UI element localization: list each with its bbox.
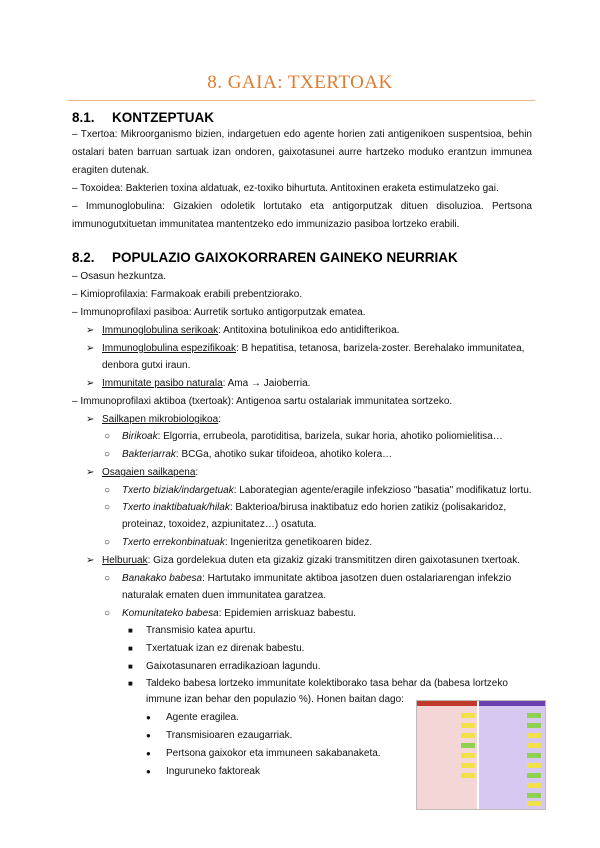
list-item: Immunitate pasibo naturala: Ama → Jaioberria. — [102, 378, 311, 389]
table-cell — [461, 763, 475, 768]
list-item: Transmisioaren ezaugarriak. — [166, 730, 293, 741]
circle-bullet-icon: ○ — [104, 449, 111, 460]
list-item: Taldeko babesa lortzeko immunitate kolektiborako tasa behar da (babesa lortzeko — [146, 678, 508, 689]
table-cell — [527, 801, 541, 806]
immunity-threshold-table-image — [416, 700, 546, 810]
circle-bullet-icon: ○ — [104, 485, 111, 496]
table-cell — [527, 753, 541, 758]
list-item: – Kimioprofilaxia: Farmakoak erabili prebentziorako. — [72, 289, 303, 300]
arrow-bullet-icon: ➢ — [86, 325, 95, 336]
section-heading-8-1 — [72, 110, 214, 125]
dot-bullet-icon: ● — [146, 749, 151, 758]
list-item-continuation: immune izan behar den populazio %). Honen baitan dago: — [146, 694, 404, 705]
list-item: Txertatuak izan ez direnak babestu. — [146, 643, 305, 654]
table-cell — [461, 713, 475, 718]
table-cell — [527, 723, 541, 728]
circle-bullet-icon: ○ — [104, 537, 111, 548]
list-item: Pertsona gaixokor eta immuneen sakabanaketa. — [166, 748, 381, 759]
circle-bullet-icon: ○ — [104, 608, 111, 619]
list-item-continuation: naturalak ematen duen immunitatea garatzea. — [122, 590, 327, 601]
arrow-bullet-icon: ➢ — [86, 555, 95, 566]
square-bullet-icon: ■ — [128, 679, 133, 688]
list-item: Immunoglobulina espezifikoak: B hepatitisa, tetanosa, barizela-zoster. Berehalako immunitatea, — [102, 343, 525, 354]
list-item-continuation: proteinaz, toxoidez, azpiunitatez…) osatuta. — [122, 519, 317, 530]
dot-bullet-icon: ● — [146, 731, 151, 740]
square-bullet-icon: ■ — [128, 662, 133, 671]
list-item: Txerto inaktibatuak/hilak: Bakterioa/birusa inaktibatuz edo horien zatikiz (polisakaridoz, — [122, 502, 507, 513]
table-cell — [461, 753, 475, 758]
chapter-divider — [68, 100, 535, 101]
circle-bullet-icon: ○ — [104, 573, 111, 584]
table-cell — [461, 723, 475, 728]
square-bullet-icon: ■ — [128, 644, 133, 653]
list-item: Osagaien sailkapena: — [102, 467, 199, 478]
dot-bullet-icon: ● — [146, 767, 151, 776]
table-cell — [461, 773, 475, 778]
paragraph-toxoidea: – Toxoidea: Bakterien toxina aldatuak, ez-toxiko bihurtuta. Antitoxinen eraketa estimulatzeko gai. — [72, 183, 499, 194]
list-item: Banakako babesa: Hartutako immunitate aktiboa jasotzen duen ostalariarengan infekzio — [122, 573, 512, 584]
table-cell — [527, 733, 541, 738]
circle-bullet-icon: ○ — [104, 431, 111, 442]
circle-bullet-icon: ○ — [104, 502, 111, 513]
list-item: Txerto errekonbinatuak: Ingenieritza genetikoaren bidez. — [122, 537, 373, 548]
list-item: – Immunoprofilaxi pasiboa: Aurretik sortuko antigorputzak ematea. — [72, 307, 366, 318]
list-item: – Osasun hezkuntza. — [72, 271, 166, 282]
paragraph-immunoglobulina: – Immunoglobulina: Gizakien odoletik lortutako eta antigorputzak dituen disoluzioa. Pertsona immunogutxituetan immunitatea mantentzeko edo immunizazio pasiboa lortzeko erabili. — [72, 201, 532, 230]
list-item: Txerto biziak/indargetuak: Laborategian agente/eragile infekzioso "basatia" modifikatuz lortu. — [122, 485, 532, 496]
chapter-title: 8. GAIA: TXERTOAK — [207, 72, 393, 93]
list-item-continuation: denbora gutxi iraun. — [102, 360, 191, 371]
section-number: 8.2. — [72, 250, 95, 265]
list-item: – Immunoprofilaxi aktiboa (txertoak): Antigenoa sartu ostalariak immunitatea sortzeko. — [72, 396, 453, 407]
list-item: Bakteriarrak: BCGa, ahotiko sukar tifoideoa, ahotiko kolera… — [122, 449, 393, 460]
section-heading-8-2 — [72, 250, 458, 265]
list-item: Gaixotasunaren erradikazioan lagundu. — [146, 661, 321, 672]
table-cell — [527, 783, 541, 788]
arrow-bullet-icon: ➢ — [86, 378, 95, 389]
list-item: Agente eragilea. — [166, 712, 239, 723]
list-item: Transmisio katea apurtu. — [146, 625, 256, 636]
table-cell — [527, 713, 541, 718]
arrow-bullet-icon: ➢ — [86, 414, 95, 425]
table-cell — [461, 743, 475, 748]
list-item: Helburuak: Giza gordelekua duten eta gizakiz gizaki transmititzen diren gaixotasunen txertoak. — [102, 555, 521, 566]
square-bullet-icon: ■ — [128, 626, 133, 635]
section-title: POPULAZIO GAIXOKORRAREN GAINEKO NEURRIAK — [112, 250, 458, 265]
table-header-bar — [417, 701, 477, 706]
table-cell — [527, 773, 541, 778]
list-item: Komunitateko babesa: Epidemien arriskuaz babestu. — [122, 608, 357, 619]
list-item: Birikoak: Elgorria, errubeola, parotiditisa, barizela, sukar horia, ahotiko poliomielitisa… — [122, 431, 503, 442]
table-cell — [527, 793, 541, 798]
table-cell — [527, 763, 541, 768]
paragraph-txertoa: – Txertoa: Mikroorganismo bizien, indargetuen edo agente horien zati antigenikoen suspentsioa, behin ostalari baten barruan sartuak izan ondoren, gaixotasunei aurre hartzeko moduko erantzun immunea eragiten dutenak. — [72, 129, 532, 176]
list-item: Inguruneko faktoreak — [166, 766, 260, 777]
list-item: Immunoglobulina serikoak: Antitoxina botulinikoa edo antidifterikoa. — [102, 325, 400, 336]
table-cell — [461, 733, 475, 738]
dot-bullet-icon: ● — [146, 713, 151, 722]
section-title: KONTZEPTUAK — [112, 110, 214, 125]
table-cell — [527, 743, 541, 748]
list-item: Sailkapen mikrobiologikoa: — [102, 414, 221, 425]
arrow-bullet-icon: ➢ — [86, 467, 95, 478]
arrow-bullet-icon: ➢ — [86, 343, 95, 354]
table-header-bar — [479, 701, 545, 706]
section-number: 8.1. — [72, 110, 95, 125]
